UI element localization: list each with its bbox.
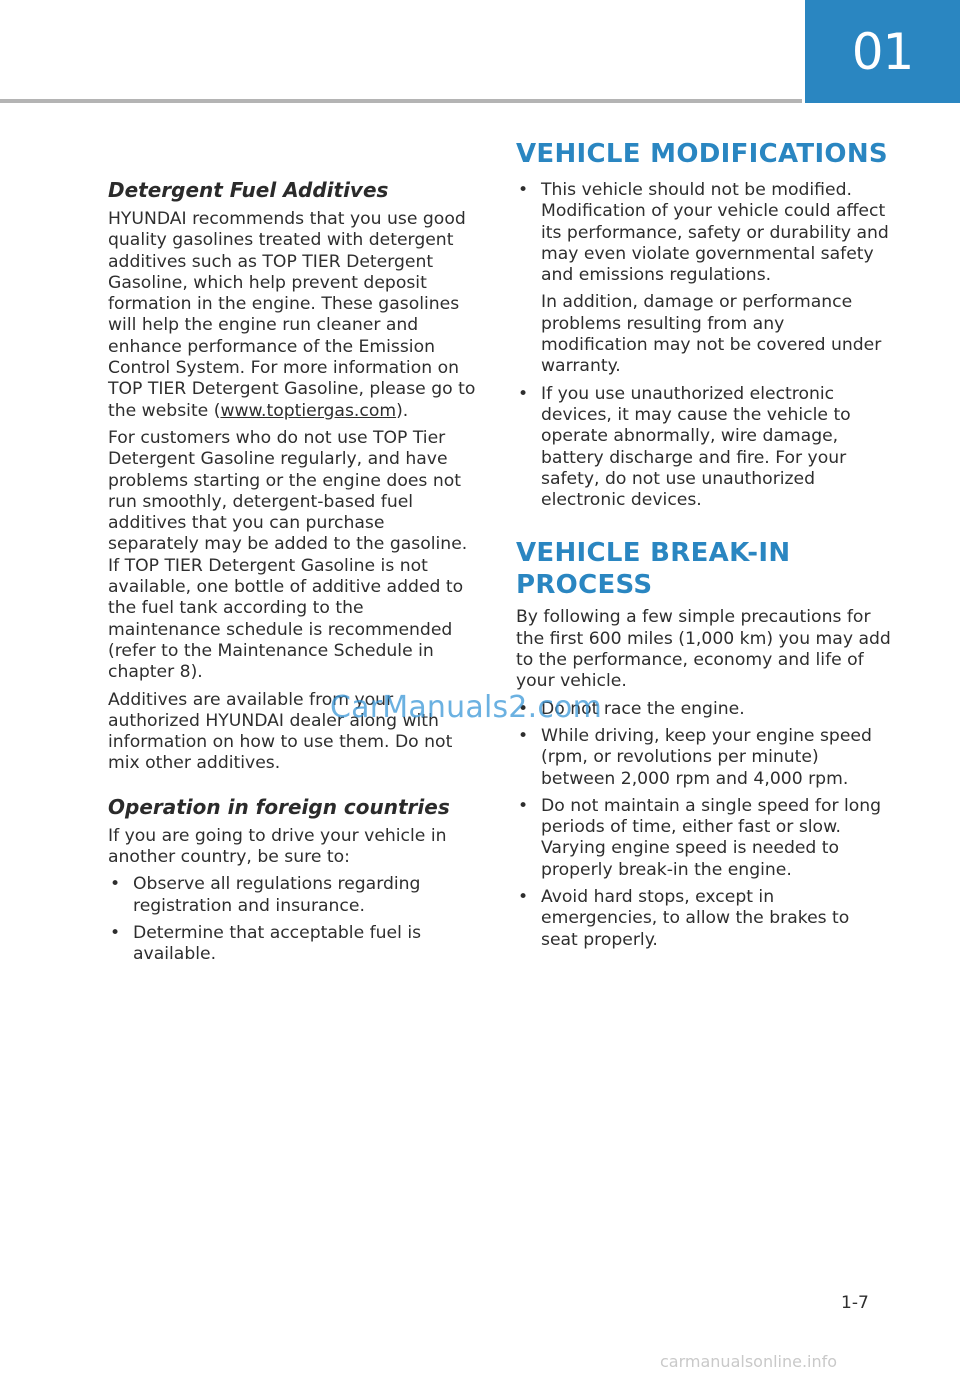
modifications-bullet-1: This vehicle should not be modified. Modification of your vehicle could affect its performance, safety or durability and may even violate governmental safety and emissions regulations. — [541, 180, 889, 286]
detergent-paragraph-3: Additives are available from your authorized HYUNDAI dealer along with information on how to use them. Do not mix other additives. — [108, 689, 453, 774]
left-column — [108, 178, 480, 972]
breakin-intro: By following a few simple precautions for the first 600 miles (1,000 km) you may add to the performance, economy and life of your vehicle. — [516, 607, 891, 692]
list-item: • Do not maintain a single speed for long periods of time, either fast or slow. Varying engine speed is needed to properly break-in the engine. — [516, 796, 891, 881]
page-number: 1-7 — [841, 1293, 869, 1313]
list-item — [516, 180, 891, 378]
toptiergas-link[interactable]: www.toptiergas.com — [220, 400, 397, 421]
chapter-number: 01 — [851, 22, 914, 81]
list-item: • Determine that acceptable fuel is available. — [108, 923, 480, 966]
foreign-bullet-list — [108, 874, 480, 965]
detergent-paragraph-1-end: ). — [396, 400, 409, 421]
carmanuals-watermark: CarManuals2.com — [330, 690, 603, 725]
breakin-heading — [516, 537, 891, 601]
foreign-heading: Operation in foreign countries — [108, 794, 450, 819]
detergent-paragraph-1 — [108, 209, 480, 422]
foreign-section — [108, 795, 480, 966]
header-rule — [0, 99, 802, 103]
breakin-heading-line-2: PROCESS — [516, 570, 653, 601]
breakin-heading-line-1: VEHICLE BREAK-IN — [516, 538, 791, 569]
foreign-intro: If you are going to drive your vehicle in another country, be sure to: — [108, 825, 447, 868]
modifications-bullet-list — [516, 180, 891, 511]
list-item: • Do not race the engine. — [516, 699, 891, 720]
detergent-paragraph-2: For customers who do not use TOP Tier Detergent Gasoline regularly, and have problems starting or the engine does not run smoothly, detergent-based fuel additives that you can purchase separately may be added to the gasoline. If TOP TIER Detergent Gasoline is not available, one bottle of additive added to the fuel tank according to the maintenance schedule is recommended (refer to the Maintenance Schedule in chapter 8). — [108, 427, 468, 683]
list-item: • If you use unauthorized electronic devices, it may cause the vehicle to operate abnormally, wire damage, battery discharge and fire. For your safety, do not use unauthorized electronic devices. — [516, 384, 891, 512]
detergent-paragraph-1-text: HYUNDAI recommends that you use good quality gasolines treated with detergent additives such as TOP TIER Detergent Gasoline, which help prevent deposit formation in the engine. These gasolines will help the engine run cleaner and enhance performance of the Emission Control System. For more information on TOP TIER Detergent Gasoline, please go to the website ( — [108, 209, 476, 421]
modifications-section — [516, 138, 891, 511]
chapter-tab — [805, 0, 960, 103]
modifications-bullet-1-note: In addition, damage or performance problems resulting from any modification may not be covered under warranty. — [541, 292, 882, 377]
detergent-section — [108, 178, 480, 775]
list-item: • While driving, keep your engine speed (rpm, or revolutions per minute) between 2,000 rpm and 4,000 rpm. — [516, 726, 891, 790]
list-item: • Observe all regulations regarding registration and insurance. — [108, 874, 480, 917]
modifications-heading: VEHICLE MODIFICATIONS — [516, 139, 888, 169]
detergent-heading: Detergent Fuel Additives — [108, 178, 389, 202]
list-item: • Avoid hard stops, except in emergencies, to allow the brakes to seat properly. — [516, 887, 891, 951]
breakin-section — [516, 537, 891, 950]
breakin-bullet-list — [516, 699, 891, 951]
right-column — [516, 138, 891, 957]
footer-watermark: carmanualsonline.info — [660, 1352, 838, 1371]
